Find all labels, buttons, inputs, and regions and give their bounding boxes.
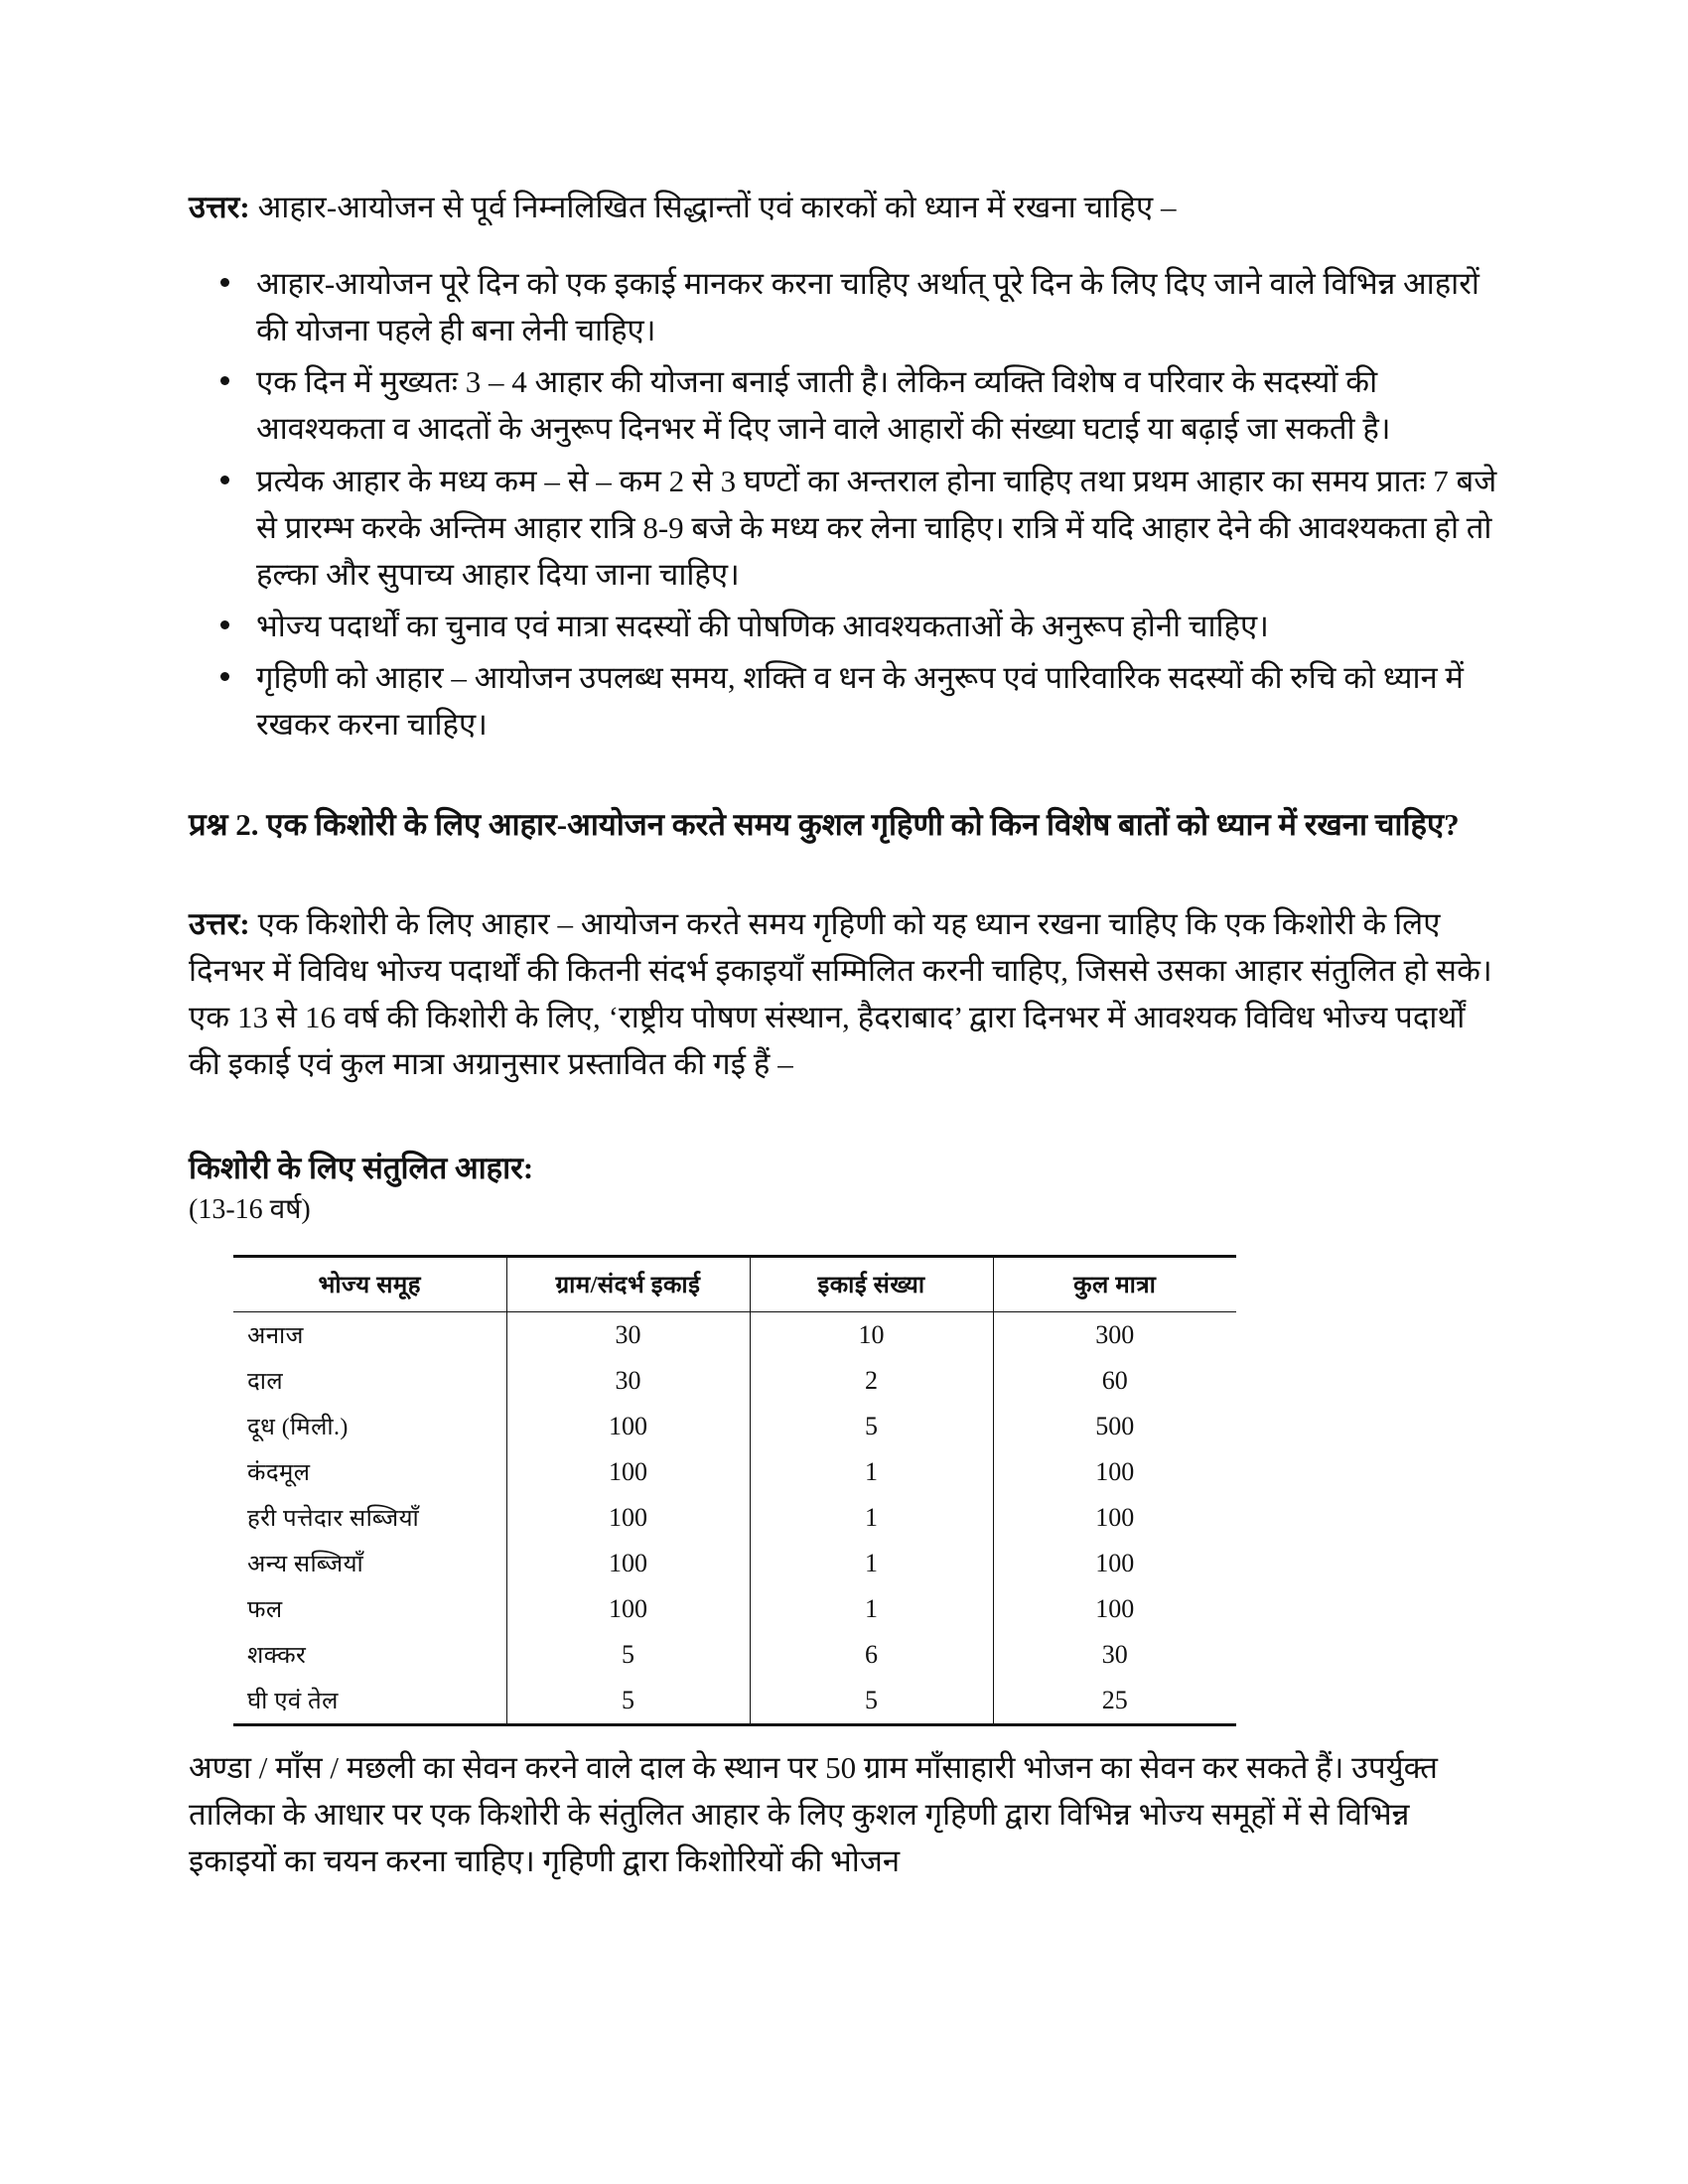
table-header-row <box>233 1256 1236 1311</box>
answer-2-paragraph <box>189 900 1499 1087</box>
cell-unit-count: 2 <box>750 1358 993 1404</box>
column-header-unit-count: इकाई संख्या <box>750 1256 993 1311</box>
table-row <box>233 1495 1236 1541</box>
table-row <box>233 1358 1236 1404</box>
bullet-dot-icon <box>220 672 229 681</box>
list-item <box>189 603 1499 649</box>
cell-grams-per-unit: 100 <box>506 1449 750 1495</box>
list-item <box>189 260 1499 353</box>
cell-total-quantity: 100 <box>993 1541 1236 1586</box>
table-row <box>233 1586 1236 1632</box>
cell-unit-count: 5 <box>750 1678 993 1725</box>
list-item-text: भोज्य पदार्थों का चुनाव एवं मात्रा सदस्यों की पोषणिक आवश्यकताओं के अनुरूप होनी चाहिए। <box>256 608 1269 643</box>
cell-total-quantity: 100 <box>993 1586 1236 1632</box>
list-item-text: प्रत्येक आहार के मध्य कम – से – कम 2 से 3 घण्टों का अन्तराल होना चाहिए तथा प्रथम आहार का समय प्रातः 7 बजे से प्रारम्भ करके अन्तिम आहार रात्रि 8-9 बजे के मध्य कर लेना चाहिए। रात्रि में यदि आहार देने की आवश्यकता हो तो हल्का और सुपाच्य आहार दिया जाना चाहिए। <box>256 463 1497 592</box>
list-item-text: एक दिन में मुख्यतः 3 – 4 आहार की योजना बनाई जाती है। लेकिन व्यक्ति विशेष व परिवार के सदस्यों की आवश्यकता व आदतों के अनुरूप दिनभर में दिए जाने वाले आहारों की संख्या घटाई या बढ़ाई जा सकती है। <box>256 364 1391 447</box>
answer-2-text: एक किशोरी के लिए आहार – आयोजन करते समय गृहिणी को यह ध्यान रखना चाहिए कि एक किशोरी के लिए दिनभर में विविध भोज्य पदार्थों की कितनी संदर्भ इकाइयाँ सम्मिलित करनी चाहिए, जिससे उसका आहार संतुलित हो सके। एक 13 से 16 वर्ष की किशोरी के लिए, ‘राष्ट्रीय पोषण संस्थान, हैदराबाद’ द्वारा दिनभर में आवश्यक विविध भोज्य पदार्थों की इकाई एवं कुल मात्रा अग्रानुसार प्रस्तावित की गई हैं – <box>189 905 1492 1082</box>
table-row <box>233 1311 1236 1358</box>
list-item <box>189 654 1499 748</box>
cell-food-group: हरी पत्तेदार सब्जियाँ <box>247 1506 420 1533</box>
list-item <box>189 458 1499 598</box>
cell-grams-per-unit: 100 <box>506 1586 750 1632</box>
table-row <box>233 1449 1236 1495</box>
cell-food-group: दाल <box>247 1369 284 1396</box>
cell-total-quantity: 25 <box>993 1678 1236 1725</box>
cell-unit-count: 6 <box>750 1632 993 1678</box>
table-row <box>233 1632 1236 1678</box>
answer-2-label: उत्तर: <box>189 905 250 941</box>
table-header <box>233 1256 1236 1311</box>
cell-grams-per-unit: 100 <box>506 1541 750 1586</box>
cell-food-group: अनाज <box>247 1323 304 1350</box>
balanced-diet-table <box>233 1255 1236 1726</box>
bullet-dot-icon <box>220 278 229 287</box>
list-item-text: गृहिणी को आहार – आयोजन उपलब्ध समय, शक्ति व धन के अनुरूप एवं पारिवारिक सदस्यों की रुचि को ध्यान में रखकर करना चाहिए। <box>256 659 1464 743</box>
cell-grams-per-unit: 100 <box>506 1404 750 1449</box>
cell-total-quantity: 500 <box>993 1404 1236 1449</box>
cell-food-group: शक्कर <box>247 1643 307 1670</box>
answer-1-label: उत्तर: <box>189 190 250 224</box>
list-item-text: आहार-आयोजन पूरे दिन को एक इकाई मानकर करना चाहिए अर्थात् पूरे दिन के लिए दिए जाने वाले विभिन्न आहारों की योजना पहले ही बना लेनी चाहिए। <box>256 266 1479 348</box>
cell-grams-per-unit: 100 <box>506 1495 750 1541</box>
cell-unit-count: 1 <box>750 1495 993 1541</box>
table-row <box>233 1678 1236 1725</box>
bullet-dot-icon <box>220 476 229 484</box>
cell-grams-per-unit: 30 <box>506 1358 750 1404</box>
answer-1-intro <box>189 184 1499 230</box>
column-header-food-group: भोज्य समूह <box>233 1256 506 1311</box>
cell-unit-count: 1 <box>750 1449 993 1495</box>
cell-food-group: कंदमूल <box>247 1460 311 1487</box>
table-body <box>233 1311 1236 1724</box>
cell-grams-per-unit: 5 <box>506 1632 750 1678</box>
cell-total-quantity: 300 <box>993 1311 1236 1358</box>
cell-unit-count: 5 <box>750 1404 993 1449</box>
cell-unit-count: 1 <box>750 1586 993 1632</box>
cell-total-quantity: 30 <box>993 1632 1236 1678</box>
answer-1-bullet-list <box>189 260 1499 748</box>
cell-food-group: फल <box>247 1597 283 1624</box>
cell-food-group: अन्य सब्जियाँ <box>247 1552 364 1578</box>
cell-total-quantity: 100 <box>993 1449 1236 1495</box>
cell-grams-per-unit: 30 <box>506 1311 750 1358</box>
footer-note: अण्डा / माँस / मछली का सेवन करने वाले दाल के स्थान पर 50 ग्राम माँसाहारी भोजन का सेवन कर सकते हैं। उपर्युक्त तालिका के आधार पर एक किशोरी के संतुलित आहार के लिए कुशल गृहिणी द्वारा विभिन्न भोज्य समूहों में से विभिन्न इकाइयों का चयन करना चाहिए। गृहिणी द्वारा किशोरियों की भोजन <box>189 1749 1438 1879</box>
answer-2-block <box>189 900 1499 1087</box>
column-header-grams-per-unit: ग्राम/संदर्भ इकाई <box>506 1256 750 1311</box>
cell-grams-per-unit: 5 <box>506 1678 750 1725</box>
bullet-dot-icon <box>220 620 229 629</box>
question-2-heading: प्रश्न 2. एक किशोरी के लिए आहार-आयोजन करते समय कुशल गृहिणी को किन विशेष बातों को ध्यान में रखना चाहिए? <box>189 807 1460 843</box>
table-row <box>233 1541 1236 1586</box>
cell-total-quantity: 100 <box>993 1495 1236 1541</box>
table-title: किशोरी के लिए संतुलित आहार: <box>189 1151 534 1186</box>
cell-food-group: दूध (मिली.) <box>247 1415 349 1441</box>
cell-unit-count: 10 <box>750 1311 993 1358</box>
cell-total-quantity: 60 <box>993 1358 1236 1404</box>
table-row <box>233 1404 1236 1449</box>
bullet-dot-icon <box>220 376 229 385</box>
cell-unit-count: 1 <box>750 1541 993 1586</box>
column-header-total-quantity: कुल मात्रा <box>993 1256 1236 1311</box>
list-item <box>189 358 1499 452</box>
answer-1-intro-text: आहार-आयोजन से पूर्व निम्नलिखित सिद्धान्तों एवं कारकों को ध्यान में रखना चाहिए – <box>249 190 1177 224</box>
table-subtitle: (13-16 वर्ष) <box>189 1194 311 1226</box>
cell-food-group: घी एवं तेल <box>233 1678 506 1725</box>
